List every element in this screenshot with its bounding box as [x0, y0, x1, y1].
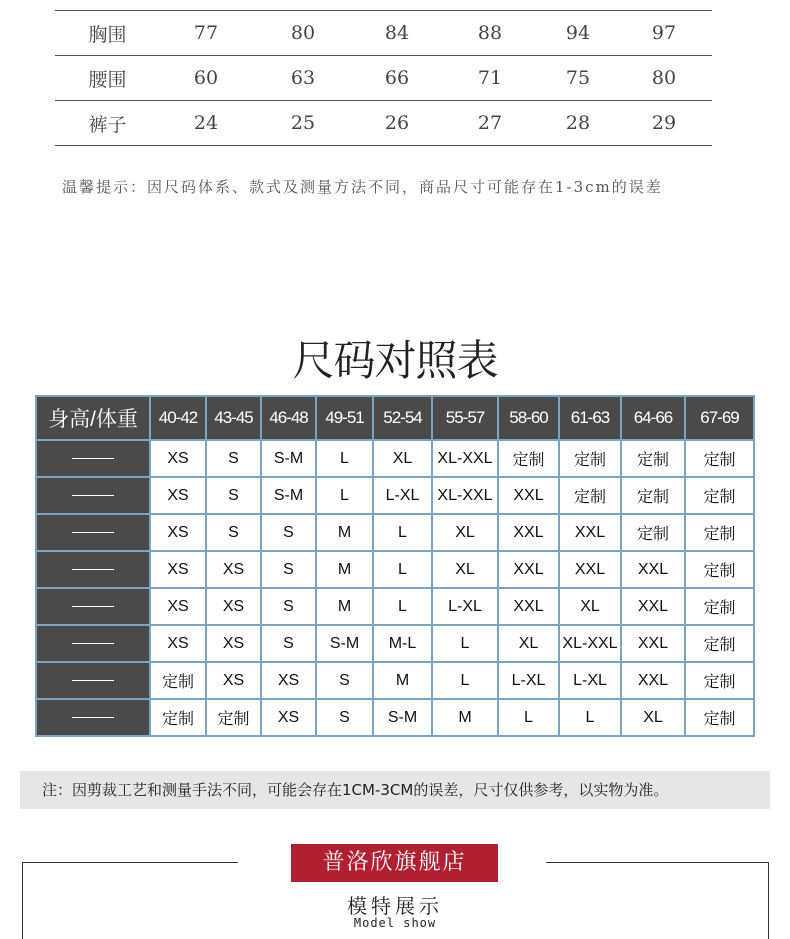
- weight-header: 43-45: [206, 396, 261, 440]
- size-cell: M: [316, 588, 373, 625]
- measurement-value: 60: [160, 56, 252, 101]
- measurement-value: 28: [540, 101, 616, 146]
- height-cell: [36, 551, 150, 588]
- size-row: [36, 588, 754, 625]
- size-row: [36, 625, 754, 662]
- measurement-value: 25: [252, 101, 354, 146]
- height-cell: [36, 699, 150, 736]
- weight-header: 61-63: [559, 396, 621, 440]
- size-cell: XL-XXL: [559, 625, 621, 662]
- size-cell: 定制: [685, 588, 754, 625]
- measurement-value: 84: [354, 11, 440, 56]
- dash-line: [72, 532, 114, 533]
- weight-header: 58-60: [498, 396, 559, 440]
- size-cell: L: [316, 440, 373, 477]
- model-show-subtitle: Model show: [353, 916, 437, 930]
- note-bar: 注：因剪裁工艺和测量手法不同，可能会存在1CM-3CM的误差，尺寸仅供参考，以实物为准。: [20, 771, 770, 809]
- height-weight-header: 身高/体重: [36, 396, 150, 440]
- measurement-value: 97: [616, 11, 712, 56]
- size-cell: L: [432, 625, 498, 662]
- size-cell: XS: [261, 662, 316, 699]
- size-cell: XXL: [498, 477, 559, 514]
- measurement-table: [55, 10, 712, 146]
- frame-line-left: [22, 862, 238, 863]
- dash-line: [72, 680, 114, 681]
- size-cell: XL: [432, 551, 498, 588]
- size-cell: XXL: [559, 551, 621, 588]
- size-cell: L: [432, 662, 498, 699]
- size-row: [36, 477, 754, 514]
- measurement-value: 80: [252, 11, 354, 56]
- tip-text: 温馨提示：因尺码体系、款式及测量方法不同，商品尺寸可能存在1-3cm的误差: [62, 178, 663, 196]
- measurement-body: [55, 11, 712, 146]
- size-cell: L-XL: [498, 662, 559, 699]
- size-cell: M: [373, 662, 432, 699]
- size-cell: XS: [150, 514, 206, 551]
- measurement-label: 腰围: [55, 56, 160, 101]
- height-cell: [36, 440, 150, 477]
- size-chart-head: [36, 396, 754, 440]
- size-cell: XXL: [498, 588, 559, 625]
- size-chart-title: 尺码对照表: [292, 336, 498, 385]
- measurement-row: [55, 11, 712, 56]
- size-cell: L-XL: [432, 588, 498, 625]
- size-cell: L: [373, 588, 432, 625]
- size-cell: S: [261, 588, 316, 625]
- measurement-value: 66: [354, 56, 440, 101]
- dash-line: [72, 569, 114, 570]
- size-cell: XS: [150, 625, 206, 662]
- weight-header: 52-54: [373, 396, 432, 440]
- size-cell: S: [206, 440, 261, 477]
- measurement-value: 88: [440, 11, 540, 56]
- size-cell: XS: [150, 477, 206, 514]
- height-cell: [36, 477, 150, 514]
- size-cell: 定制: [685, 699, 754, 736]
- size-cell: XXL: [498, 551, 559, 588]
- height-cell: [36, 514, 150, 551]
- size-cell: S: [206, 514, 261, 551]
- size-cell: S-M: [261, 440, 316, 477]
- size-row: [36, 514, 754, 551]
- size-cell: 定制: [150, 662, 206, 699]
- size-cell: M: [316, 551, 373, 588]
- size-cell: L: [373, 551, 432, 588]
- dash-line: [72, 495, 114, 496]
- size-cell: 定制: [685, 440, 754, 477]
- dash-line: [72, 643, 114, 644]
- size-cell: S: [261, 625, 316, 662]
- size-cell: XL: [373, 440, 432, 477]
- size-cell: 定制: [621, 514, 685, 551]
- size-cell: XL-XXL: [432, 440, 498, 477]
- size-cell: S: [316, 699, 373, 736]
- size-cell: XXL: [621, 625, 685, 662]
- measurement-value: 75: [540, 56, 616, 101]
- size-chart-table: [35, 395, 755, 737]
- measurement-value: 77: [160, 11, 252, 56]
- size-cell: XS: [150, 588, 206, 625]
- measurement-label: 裤子: [55, 101, 160, 146]
- size-row: [36, 662, 754, 699]
- dash-line: [72, 717, 114, 718]
- size-cell: XL-XXL: [432, 477, 498, 514]
- height-cell: [36, 588, 150, 625]
- weight-header: 49-51: [316, 396, 373, 440]
- size-cell: XL: [498, 625, 559, 662]
- size-cell: XS: [206, 625, 261, 662]
- size-cell: XL: [559, 588, 621, 625]
- measurement-row: [55, 101, 712, 146]
- size-row: [36, 551, 754, 588]
- size-row: [36, 440, 754, 477]
- dash-line: [72, 458, 114, 459]
- measurement-value: 80: [616, 56, 712, 101]
- size-cell: L: [498, 699, 559, 736]
- model-show-title: 模特展示: [347, 894, 443, 918]
- size-chart-body: [36, 440, 754, 736]
- size-cell: M: [316, 514, 373, 551]
- size-cell: L: [559, 699, 621, 736]
- weight-header: 64-66: [621, 396, 685, 440]
- dash-line: [72, 606, 114, 607]
- size-cell: 定制: [621, 477, 685, 514]
- measurement-value: 24: [160, 101, 252, 146]
- size-cell: XS: [206, 588, 261, 625]
- size-cell: XL: [432, 514, 498, 551]
- frame-line-right: [546, 862, 768, 863]
- size-cell: XXL: [621, 662, 685, 699]
- size-cell: XS: [150, 551, 206, 588]
- size-cell: XXL: [559, 514, 621, 551]
- size-cell: XL: [621, 699, 685, 736]
- size-cell: S-M: [261, 477, 316, 514]
- size-cell: XXL: [621, 588, 685, 625]
- weight-header: 40-42: [150, 396, 206, 440]
- measurement-value: 26: [354, 101, 440, 146]
- size-cell: S: [206, 477, 261, 514]
- measurement-value: 27: [440, 101, 540, 146]
- size-cell: 定制: [206, 699, 261, 736]
- size-cell: XS: [206, 662, 261, 699]
- measurement-value: 63: [252, 56, 354, 101]
- size-cell: 定制: [621, 440, 685, 477]
- size-cell: 定制: [150, 699, 206, 736]
- brand-banner: 普洛欣旗舰店: [291, 844, 498, 882]
- size-cell: 定制: [685, 662, 754, 699]
- size-cell: 定制: [498, 440, 559, 477]
- size-cell: L: [316, 477, 373, 514]
- size-cell: M-L: [373, 625, 432, 662]
- height-cell: [36, 662, 150, 699]
- size-cell: XXL: [498, 514, 559, 551]
- height-cell: [36, 625, 150, 662]
- size-cell: S: [316, 662, 373, 699]
- size-cell: S: [261, 551, 316, 588]
- size-cell: 定制: [685, 551, 754, 588]
- size-cell: L: [373, 514, 432, 551]
- size-cell: S-M: [373, 699, 432, 736]
- size-chart-header-row: [36, 396, 754, 440]
- size-cell: XS: [261, 699, 316, 736]
- size-cell: XXL: [621, 551, 685, 588]
- size-cell: XS: [206, 551, 261, 588]
- weight-header: 55-57: [432, 396, 498, 440]
- size-cell: XS: [150, 440, 206, 477]
- measurement-value: 94: [540, 11, 616, 56]
- measurement-label: 胸围: [55, 11, 160, 56]
- measurement-value: 29: [616, 101, 712, 146]
- size-cell: 定制: [685, 514, 754, 551]
- weight-header: 46-48: [261, 396, 316, 440]
- measurement-row: [55, 56, 712, 101]
- measurement-value: 71: [440, 56, 540, 101]
- size-cell: S: [261, 514, 316, 551]
- size-cell: 定制: [685, 477, 754, 514]
- size-cell: L-XL: [373, 477, 432, 514]
- size-cell: S-M: [316, 625, 373, 662]
- size-cell: 定制: [559, 440, 621, 477]
- size-cell: L-XL: [559, 662, 621, 699]
- size-row: [36, 699, 754, 736]
- size-cell: 定制: [685, 625, 754, 662]
- size-cell: 定制: [559, 477, 621, 514]
- size-cell: M: [432, 699, 498, 736]
- weight-header: 67-69: [685, 396, 754, 440]
